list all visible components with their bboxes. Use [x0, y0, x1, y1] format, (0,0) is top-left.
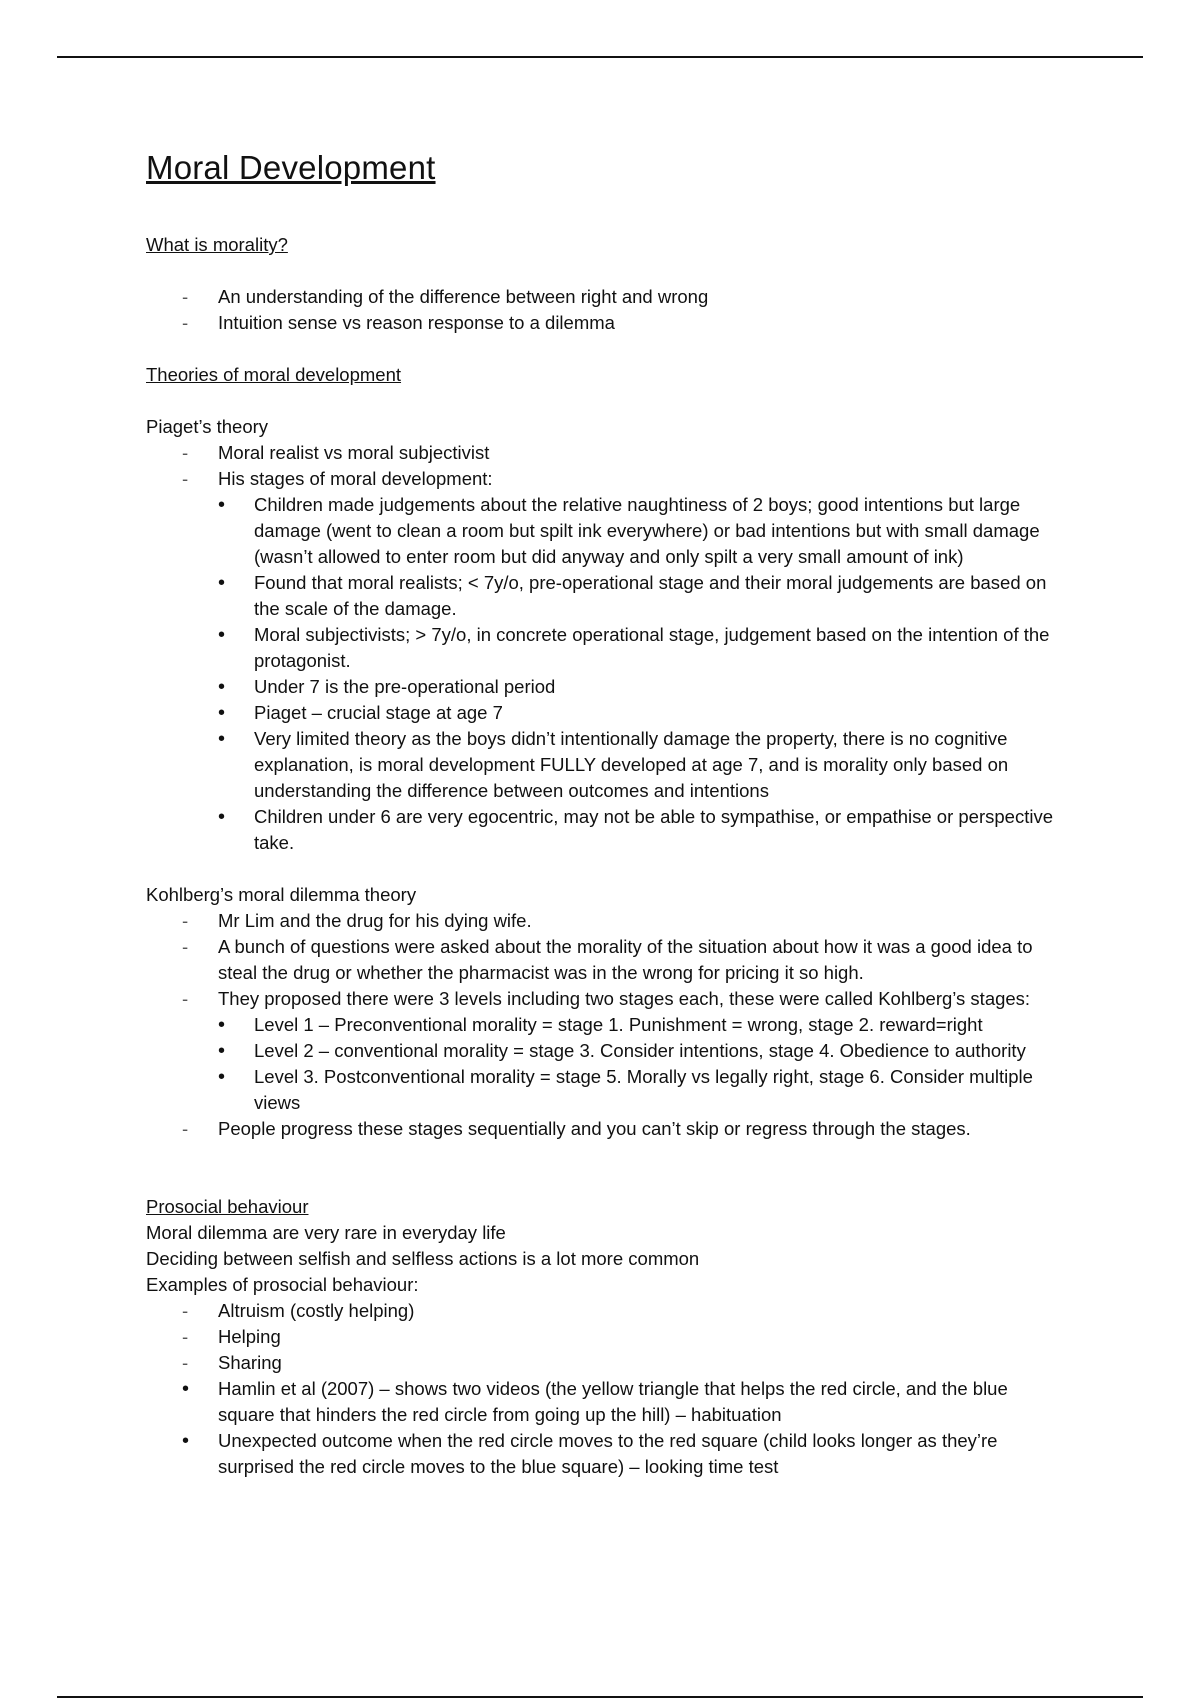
list-item: • Unexpected outcome when the red circle moves to the red square (child looks longer as they’re surprised the red circle moves to the blue square) – looking time test [146, 1428, 1066, 1480]
sub-list-item: • Under 7 is the pre-operational period [146, 674, 1066, 700]
prosocial-heading: Prosocial behaviour [146, 1196, 309, 1217]
sub-list-item: • Moral subjectivists; > 7y/o, in concrete operational stage, judgement based on the intention of the protagonist. [146, 622, 1066, 674]
list-item: - Altruism (costly helping) [146, 1298, 1066, 1324]
prosocial-line: Examples of prosocial behaviour: [146, 1274, 419, 1295]
morality-heading: What is morality? [146, 234, 288, 255]
sub-list-item: • Found that moral realists; < 7y/o, pre-operational stage and their moral judgements are based on the scale of the damage. [146, 570, 1066, 622]
theories-heading: Theories of moral development [146, 364, 402, 385]
piaget-list [146, 440, 1066, 856]
bottom-rule [57, 1696, 1143, 1698]
sub-list-item: • Children under 6 are very egocentric, may not be able to sympathise, or empathise or perspective take. [146, 804, 1066, 856]
list-item: - An understanding of the difference between right and wrong [146, 284, 1066, 310]
sub-list-item: • Children made judgements about the relative naughtiness of 2 boys; good intentions but large damage (went to clean a room but spilt ink everywhere) or bad intentions but with small damage (wasn’t allowed to enter room but did anyway and only spilt a very small amount of ink) [146, 492, 1066, 570]
prosocial-list [146, 1298, 1066, 1480]
prosocial-line: Deciding between selfish and selfless actions is a lot more common [146, 1248, 700, 1269]
sub-list-item: • Level 2 – conventional morality = stage 3. Consider intentions, stage 4. Obedience to authority [146, 1038, 1066, 1064]
piaget-heading: Piaget’s theory [146, 416, 269, 437]
list-item: - Intuition sense vs reason response to a dilemma [146, 310, 1066, 336]
list-item: - They proposed there were 3 levels including two stages each, these were called Kohlberg’s stages: [146, 986, 1066, 1012]
morality-list [146, 284, 1066, 336]
list-item: - Mr Lim and the drug for his dying wife. [146, 908, 1066, 934]
sub-list-item: • Piaget – crucial stage at age 7 [146, 700, 1066, 726]
list-item: - His stages of moral development: [146, 466, 1066, 492]
list-item: - Helping [146, 1324, 1066, 1350]
list-item: - Sharing [146, 1350, 1066, 1376]
list-item: • Hamlin et al (2007) – shows two videos (the yellow triangle that helps the red circle, and the blue square that hinders the red circle from going up the hill) – habituation [146, 1376, 1066, 1428]
prosocial-line: Moral dilemma are very rare in everyday life [146, 1222, 506, 1243]
page-title: Moral Development [146, 149, 436, 186]
list-item: - People progress these stages sequentially and you can’t skip or regress through the stages. [146, 1116, 1066, 1142]
kohlberg-list [146, 908, 1066, 1142]
sub-list-item: • Level 3. Postconventional morality = stage 5. Morally vs legally right, stage 6. Consider multiple views [146, 1064, 1066, 1116]
document-body [146, 148, 1066, 1480]
top-rule [57, 56, 1143, 58]
kohlberg-heading: Kohlberg’s moral dilemma theory [146, 884, 417, 905]
sub-list-item: • Level 1 – Preconventional morality = stage 1. Punishment = wrong, stage 2. reward=right [146, 1012, 1066, 1038]
list-item: - Moral realist vs moral subjectivist [146, 440, 1066, 466]
sub-list-item: • Very limited theory as the boys didn’t intentionally damage the property, there is no cognitive explanation, is moral development FULLY developed at age 7, and is morality only based on understanding the difference between outcomes and intentions [146, 726, 1066, 804]
list-item: - A bunch of questions were asked about the morality of the situation about how it was a good idea to steal the drug or whether the pharmacist was in the wrong for pricing it so high. [146, 934, 1066, 986]
